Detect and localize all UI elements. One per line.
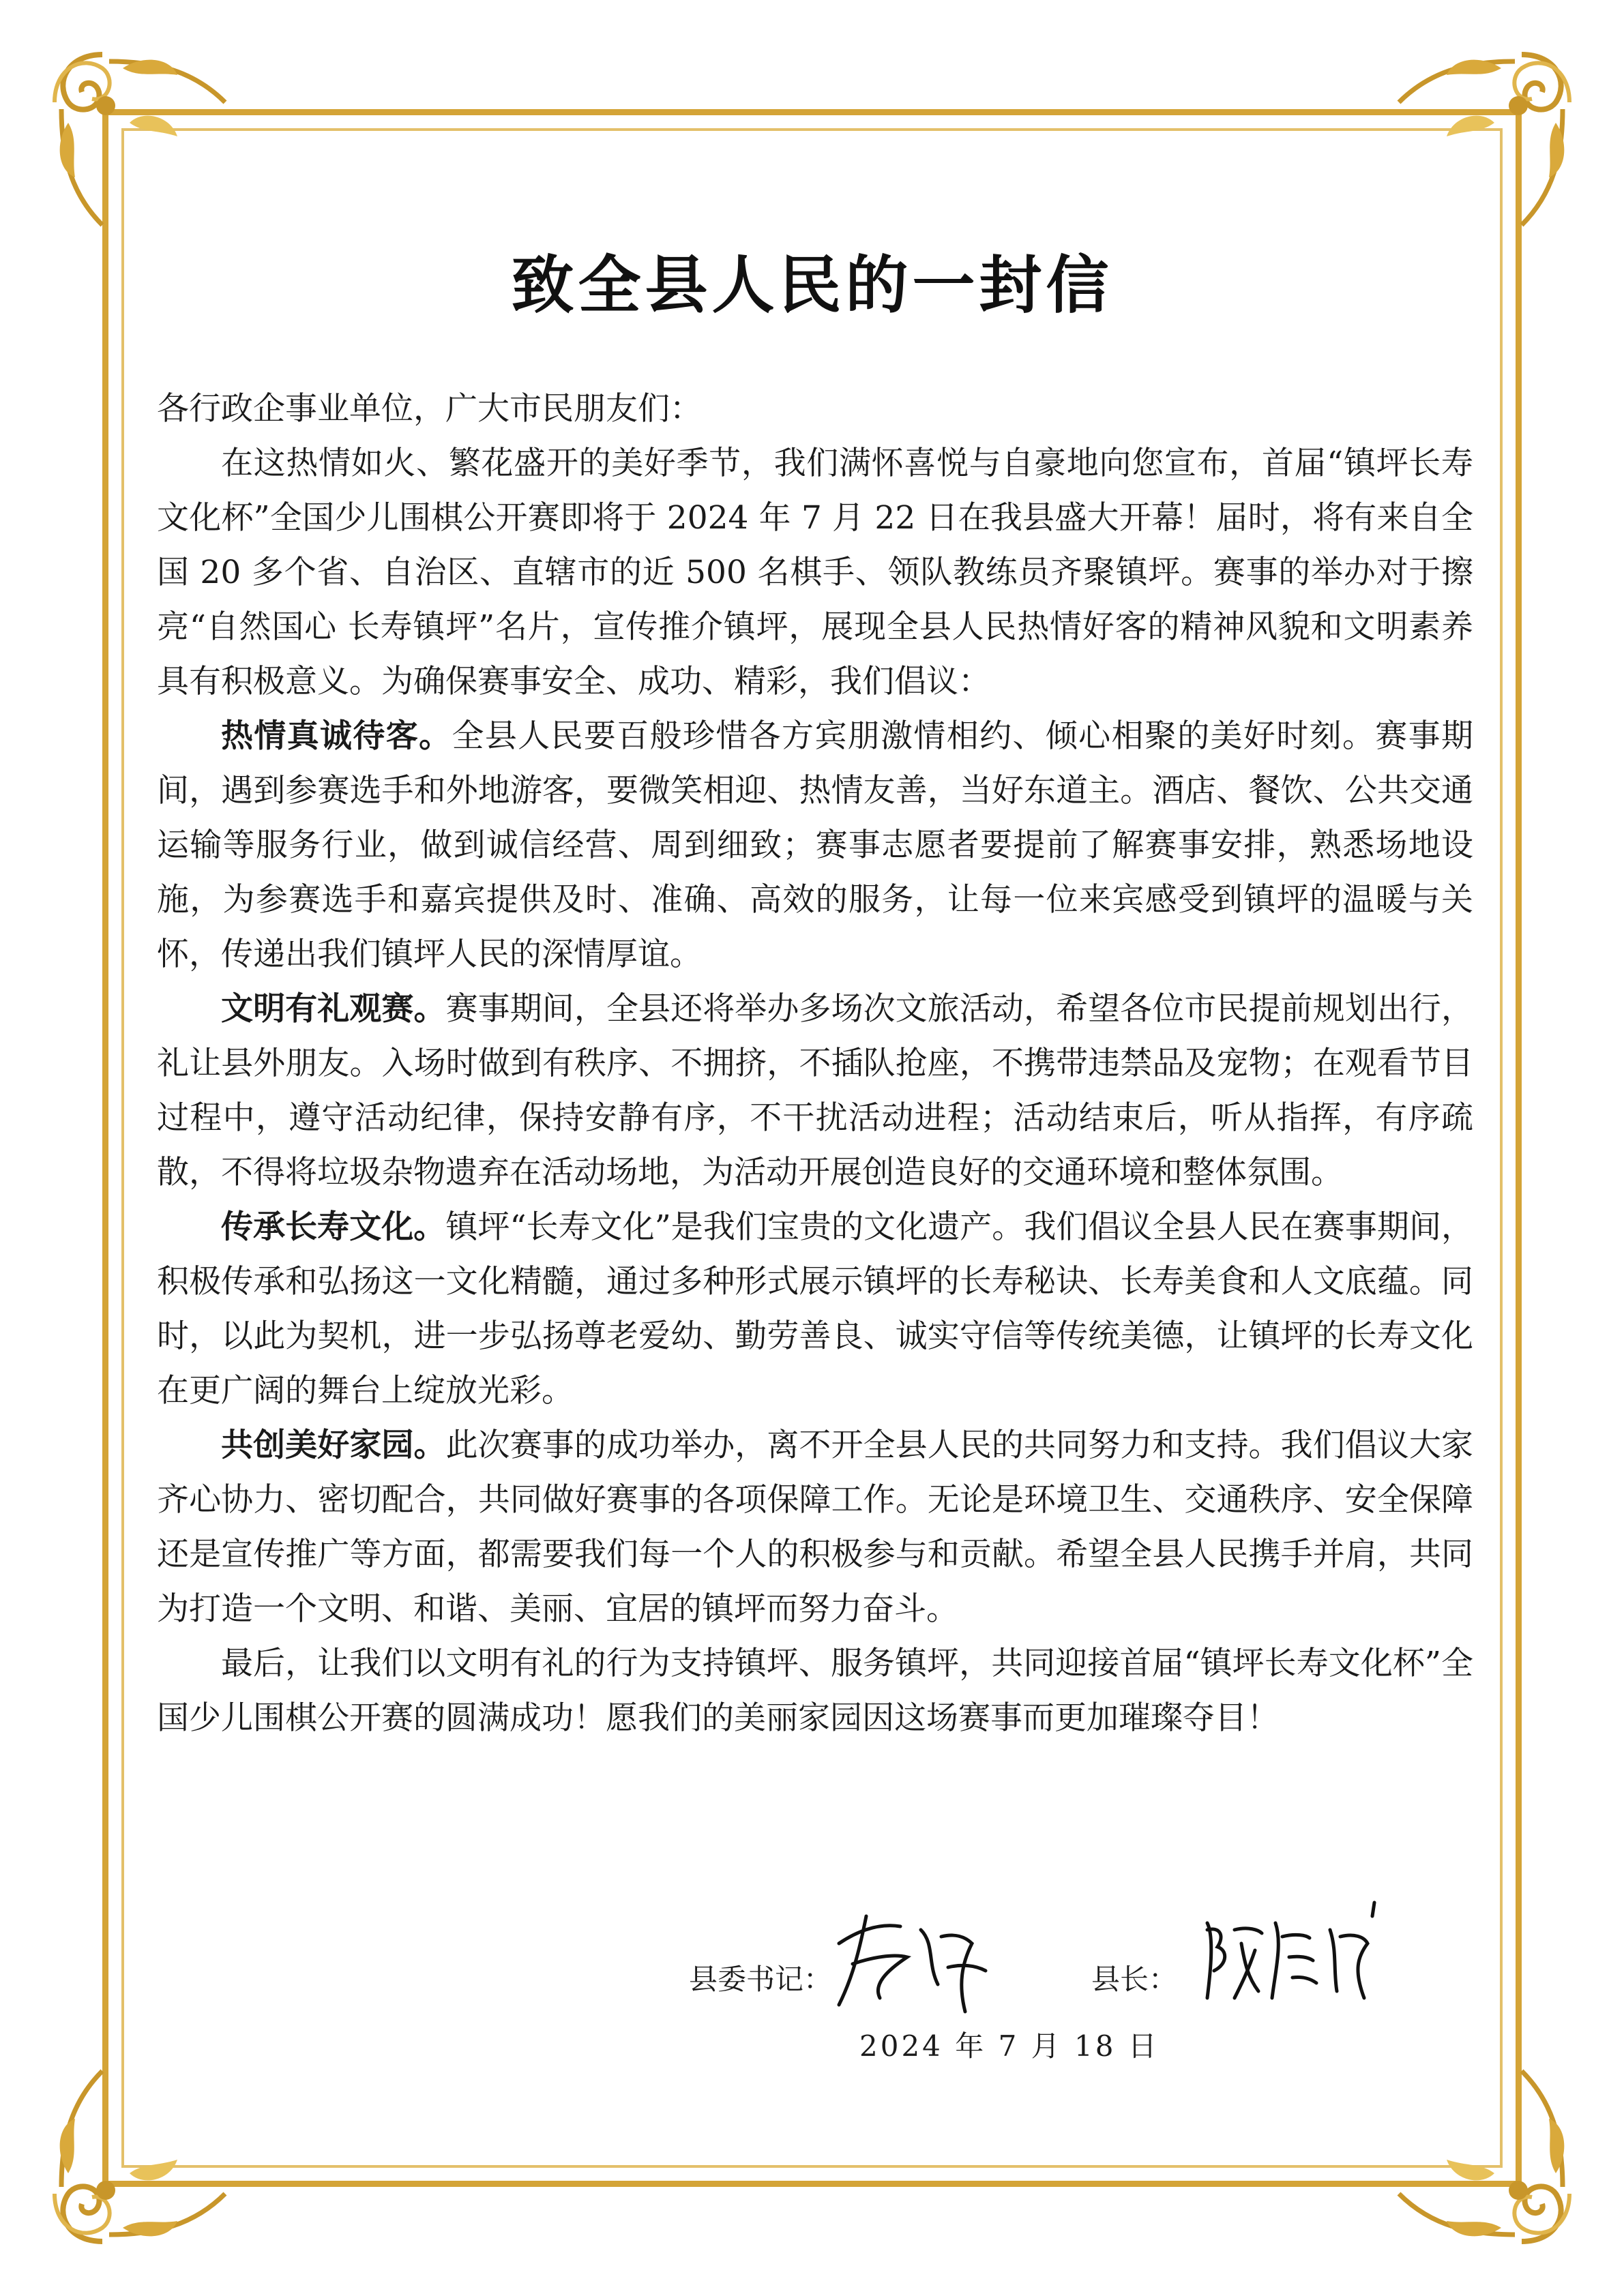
signature-row — [0, 1930, 1624, 2066]
intro-paragraph: 在这热情如火、繁花盛开的美好季节，我们满怀喜悦与自豪地向您宣布，首届“镇坪长寿文化杯”全国少儿围棋公开赛即将于 2024 年 7 月 22 日在我县盛大开幕！届时，将有来自全国 20 多个省、自治区、直辖市的近 500 名棋手、领队教练员齐聚镇坪。赛事的举办对于擦亮“自然国心 长寿镇坪”名片，宣传推介镇坪，展现全县人民热情好客的精神风貌和文明素养具有积极意义。为确保赛事安全、成功、精彩，我们倡议： — [157, 445, 1473, 700]
initiative-text: 赛事期间，全县还将举办多场次文旅活动，希望各位市民提前规划出行，礼让县外朋友。入场时做到有秩序、不拥挤，不插队抢座，不携带违禁品及宠物；在观看节目过程中，遵守活动纪律，保持安静有序，不干扰活动进程；活动结束后，听从指挥，有序疏散，不得将垃圾杂物遗弃在活动场地，为活动开展创造良好的交通环境和整体氛围。 — [157, 990, 1474, 1191]
initiative-heading: 共创美好家园。 — [221, 1427, 446, 1464]
mayor-signature — [1194, 1896, 1398, 2012]
initiative-heading: 热情真诚待客。 — [221, 717, 452, 755]
initiative-text: 全县人民要百般珍惜各方宾朋激情相约、倾心相聚的美好时刻。赛事期间，遇到参赛选手和外地游客，要微笑相迎、热情友善，当好东道主。酒店、餐饮、公共交通运输等服务行业，做到诚信经营、周到细致；赛事志愿者要提前了解赛事安排，熟悉场地设施，为参赛选手和嘉宾提供及时、准确、高效的服务，让每一位来宾感受到镇坪的温暖与关怀，传递出我们镇坪人民的深情厚谊。 — [157, 717, 1474, 973]
initiative-paragraph — [157, 709, 1473, 982]
corner-ornament-icon — [1378, 2051, 1583, 2255]
initiative-heading: 传承长寿文化。 — [221, 1208, 446, 1246]
initiative-text: 此次赛事的成功举办，离不开全县人民的共同努力和支持。我们倡议大家齐心协力、密切配合，共同做好赛事的各项保障工作。无论是环境卫生、交通秩序、安全保障还是宣传推广等方面，都需要我们每一个人的积极参与和贡献。希望全县人民携手并肩，共同为打造一个文明、和谐、美丽、宜居的镇坪而努力奋斗。 — [157, 1427, 1474, 1628]
corner-ornament-icon — [41, 2051, 246, 2255]
closing-paragraph: 最后，让我们以文明有礼的行为支持镇坪、服务镇坪，共同迎接首届“镇坪长寿文化杯”全国少儿围棋公开赛的圆满成功！愿我们的美丽家园因这场赛事而更加璀璨夺目！ — [157, 1645, 1473, 1737]
secretary-signature — [818, 1903, 996, 2018]
letter-date: 2024 年 7 月 18 日 — [859, 2029, 1160, 2063]
letter-body — [157, 382, 1473, 1746]
initiative-paragraph — [157, 1200, 1473, 1418]
letter-title: 致全县人民的一封信 — [511, 248, 1113, 322]
corner-ornament-icon — [1378, 41, 1583, 245]
mayor-label: 县长： — [1091, 1963, 1178, 1996]
corner-ornament-icon — [41, 41, 246, 245]
initiative-paragraph — [157, 982, 1473, 1200]
secretary-label: 县委书记： — [689, 1963, 833, 1996]
initiative-text: 镇坪“长寿文化”是我们宝贵的文化遗产。我们倡议全县人民在赛事期间，积极传承和弘扬这一文化精髓，通过多种形式展示镇坪的长寿秘诀、长寿美食和人文底蕴。同时，以此为契机，进一步弘扬尊老爱幼、勤劳善良、诚实守信等传统美德，让镇坪的长寿文化在更广阔的舞台上绽放光彩。 — [157, 1208, 1474, 1410]
salutation: 各行政企事业单位，广大市民朋友们： — [157, 390, 702, 428]
initiative-paragraph — [157, 1418, 1473, 1637]
initiative-heading: 文明有礼观赛。 — [221, 990, 446, 1028]
